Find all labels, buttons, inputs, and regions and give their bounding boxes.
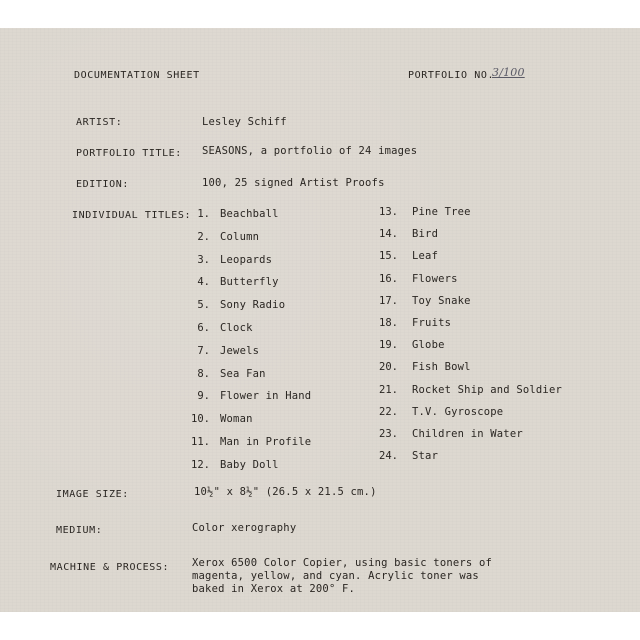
- title-number: 23.: [379, 428, 398, 440]
- machine-process-line-3: baked in Xerox at 200° F.: [192, 583, 356, 595]
- title-number: 7.: [197, 345, 210, 357]
- document-title: DOCUMENTATION SHEET: [74, 70, 200, 81]
- edition-value: 100, 25 signed Artist Proofs: [202, 177, 385, 189]
- title-item: Star: [412, 450, 439, 462]
- title-number: 16.: [379, 273, 398, 285]
- machine-process-label: MACHINE & PROCESS:: [50, 562, 170, 573]
- title-number: 20.: [379, 361, 398, 373]
- title-item: Woman: [220, 413, 253, 425]
- title-number: 21.: [379, 384, 398, 396]
- portfolio-number-handwritten: 3/100: [492, 66, 525, 79]
- title-item: Leaf: [412, 250, 439, 262]
- portfolio-title-value: SEASONS, a portfolio of 24 images: [202, 145, 418, 157]
- title-number: 12.: [191, 459, 210, 471]
- edition-label: EDITION:: [76, 179, 129, 190]
- image-size-label: IMAGE SIZE:: [56, 489, 129, 500]
- title-item: Man in Profile: [220, 436, 312, 448]
- title-item: Flowers: [412, 273, 458, 285]
- machine-process-line-2: magenta, yellow, and cyan. Acrylic toner was: [192, 570, 479, 582]
- machine-process-line-1: Xerox 6500 Color Copier, using basic toners of: [192, 557, 492, 569]
- title-item: Clock: [220, 322, 253, 334]
- image-size-value: 10½" x 8½" (26.5 x 21.5 cm.): [194, 486, 377, 498]
- title-item: Column: [220, 231, 260, 243]
- title-item: Leopards: [220, 254, 273, 266]
- title-item: Children in Water: [412, 428, 523, 440]
- portfolio-number-label: PORTFOLIO NO.: [408, 70, 495, 81]
- title-number: 19.: [379, 339, 398, 351]
- title-item: Jewels: [220, 345, 260, 357]
- title-number: 17.: [379, 295, 398, 307]
- individual-titles-label: INDIVIDUAL TITLES:: [72, 210, 192, 221]
- title-item: Flower in Hand: [220, 390, 312, 402]
- title-number: 5.: [197, 299, 210, 311]
- title-number: 10.: [191, 413, 210, 425]
- title-number: 2.: [197, 231, 210, 243]
- title-item: Fruits: [412, 317, 452, 329]
- portfolio-title-label: PORTFOLIO TITLE:: [76, 148, 182, 159]
- title-item: Baby Doll: [220, 459, 279, 471]
- title-number: 14.: [379, 228, 398, 240]
- title-number: 8.: [197, 368, 210, 380]
- title-item: Butterfly: [220, 276, 279, 288]
- title-number: 11.: [191, 436, 210, 448]
- title-number: 1.: [197, 208, 210, 220]
- medium-value: Color xerography: [192, 522, 297, 534]
- title-item: Beachball: [220, 208, 279, 220]
- title-number: 24.: [379, 450, 398, 462]
- title-item: Sea Fan: [220, 368, 266, 380]
- title-number: 22.: [379, 406, 398, 418]
- title-item: T.V. Gyroscope: [412, 406, 504, 418]
- title-item: Fish Bowl: [412, 361, 471, 373]
- title-item: Globe: [412, 339, 445, 351]
- title-item: Rocket Ship and Soldier: [412, 384, 562, 396]
- title-number: 6.: [197, 322, 210, 334]
- medium-label: MEDIUM:: [56, 525, 103, 536]
- title-number: 18.: [379, 317, 398, 329]
- title-number: 3.: [197, 254, 210, 266]
- artist-value: Lesley Schiff: [202, 116, 287, 128]
- title-item: Pine Tree: [412, 206, 471, 218]
- artist-label: ARTIST:: [76, 117, 123, 128]
- title-item: Sony Radio: [220, 299, 286, 311]
- title-number: 15.: [379, 250, 398, 262]
- title-item: Toy Snake: [412, 295, 471, 307]
- title-number: 13.: [379, 206, 398, 218]
- title-item: Bird: [412, 228, 439, 240]
- title-number: 9.: [197, 390, 210, 402]
- title-number: 4.: [197, 276, 210, 288]
